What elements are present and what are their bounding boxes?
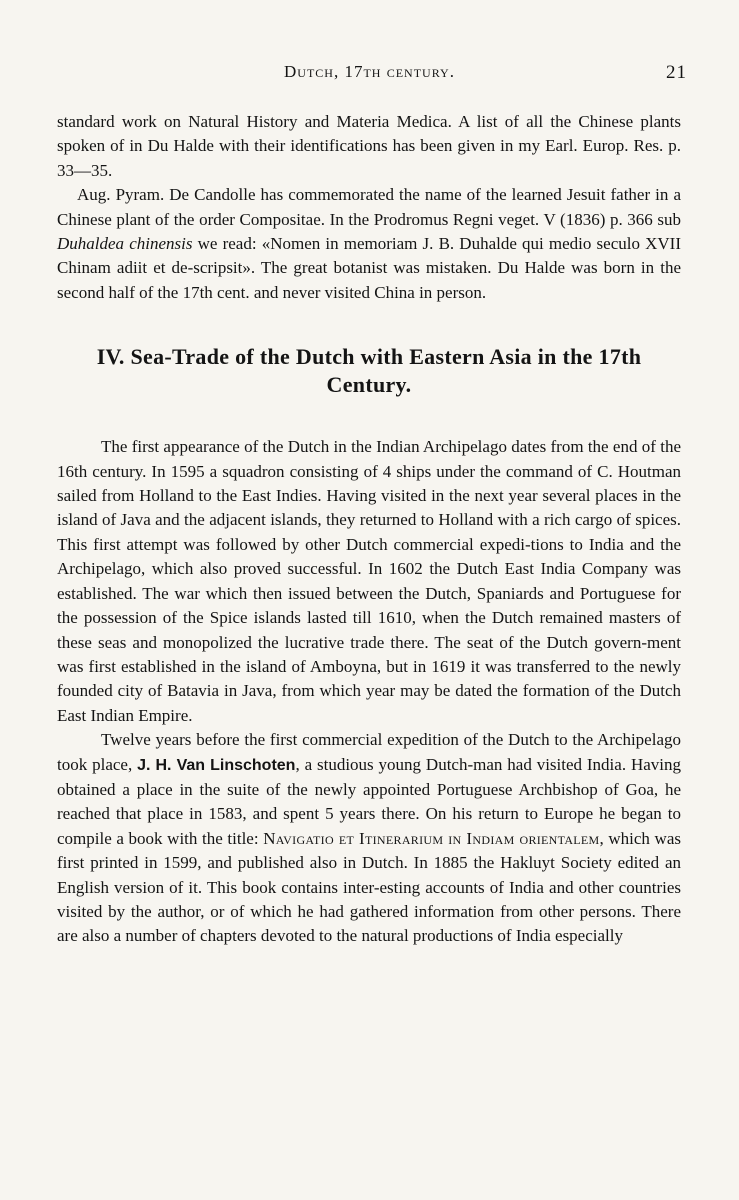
paragraph-candolle — [57, 183, 681, 305]
section-heading: IV. Sea-Trade of the Dutch with Eastern Asia in the 17th Century. — [96, 344, 642, 398]
paragraph-text: Aug. Pyram. De Candolle has commemorated the name of the learned Jesuit father in a Chinese plant of the order Compositae. In the Prodromus Regni veget. V (1836) p. 366 sub — [57, 185, 681, 229]
book-title: Navigatio et Itinerarium in Indiam orientalem — [263, 828, 600, 848]
page-number: 21 — [666, 62, 687, 83]
person-name: J. H. Van Linschoten — [137, 756, 296, 774]
running-title: Dutch, 17th century. — [284, 62, 455, 81]
paragraph-continued: standard work on Natural History and Materia Medica. A list of all the Chinese plants spoken of in Du Halde with their identifications has been given in my Earl. Europ. Res. p. 33—35. — [57, 112, 681, 180]
species-name: Duhaldea chinensis — [57, 234, 193, 254]
page-body — [57, 110, 681, 949]
paragraph-text: , which was first printed in 1599, and published also in Dutch. In 1885 the Hakluyt Society edited an English version of it. This book contains inter-esting accounts of India and other countries visited by the author, or of which he had gathered information from other persons. There are also a number of chapters devoted to the natural productions of India especially — [57, 828, 681, 946]
paragraph-text: Twelve years before the first commercial expedition of the Dutch to the Archipelago took place, — [57, 730, 681, 774]
paragraph-dutch-arrival: The first appearance of the Dutch in the Indian Archipelago dates from the end of the 16th century. In 1595 a squadron consisting of 4 ships under the command of C. Houtman sailed from Holland to the East Indies. Having visited in the next year several places in the island of Java and the adjacent islands, they returned to Holland with a rich cargo of spices. This first attempt was followed by other Dutch commercial expedi-tions to India and the Archipelago, which also proved successful. In 1602 the Dutch East India Company was established. The war which then issued between the Dutch, Spaniards and Portuguese for the possession of the Spice islands lasted till 1610, when the Dutch remained masters of these seas and monopolized the lucrative trade there. The seat of the Dutch govern-ment was first established in the island of Amboyna, but in 1619 it was transferred to the newly founded city of Batavia in Java, from which year may be dated the formation of the Dutch East Indian Empire. — [57, 437, 681, 725]
paragraph-linschoten — [57, 728, 681, 949]
paragraph-text: , a studious young Dutch-man had visited India. Having obtained a place in the suite of the newly appointed Portuguese Archbishop of Goa, he reached that place in 1583, and spent 5 years there. On his return to Europe he began to compile a book with the title: — [57, 754, 681, 848]
paragraph-text: we read: «Nomen in memoriam J. B. Duhalde qui medio seculo XVII Chinam adiit et de-scripsit». The great botanist was mistaken. Du Halde was born in the second half of the 17th cent. and never visited China in person. — [57, 234, 681, 302]
running-header — [52, 62, 687, 86]
